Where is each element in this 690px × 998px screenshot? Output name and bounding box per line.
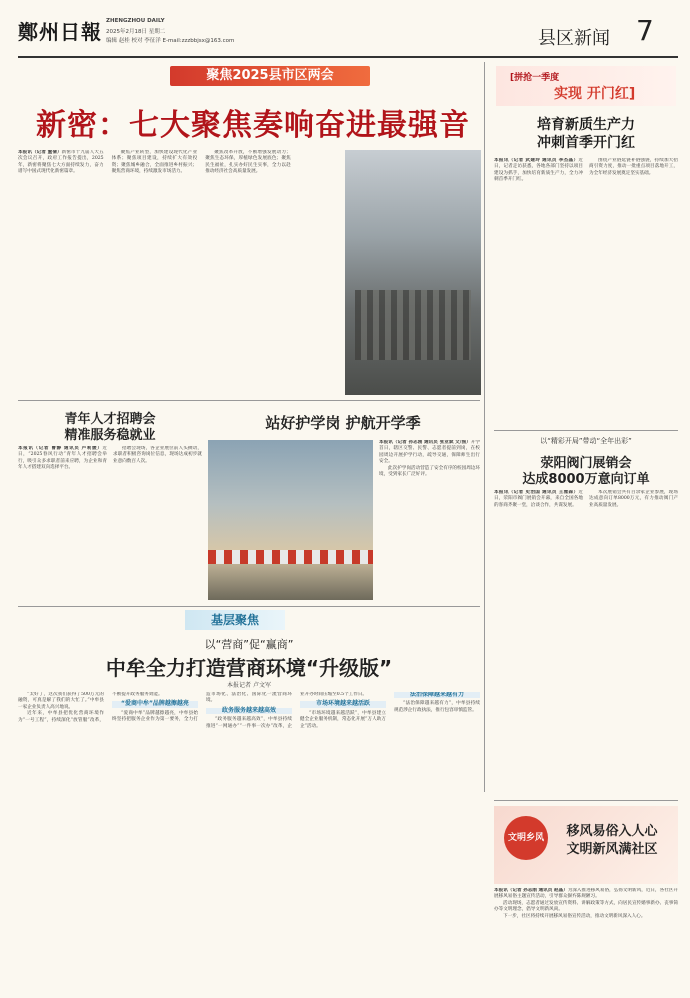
youth-headline-1: 青年人才招聘会 [64, 412, 156, 427]
feature-para: 近年来，中牟县把优化营商环境作为“一号工程”，持续深化“放管服”改革，不断提升政务服务效能。 [18, 692, 163, 723]
section-title: 县区新闻 [538, 28, 610, 49]
top-story-para: 新密市十九届人大五次会议召开，政府工作报告提出，2025年，新密将聚焦七大方面持续发力，奋力谱写中国式现代化新密篇章。 [18, 150, 104, 175]
logo-english: ZHENGZHOU DAILY [106, 18, 165, 24]
promo-headline-2: 冲刺首季开门红 [537, 135, 635, 151]
school-para: 开学首日，辖区交警、民警、志愿者提前到岗，在校园周边开展护学行动，疏导交通，保障师生出行安全。 [379, 440, 480, 465]
youth-body [18, 446, 202, 596]
promo-title: 实现 开门红] [554, 86, 636, 102]
top-story-para: 聚焦产业转型，加快建设现代化产业体系；聚焦项目建设，持续扩大有效投资；聚焦城乡融合，全面推进乡村振兴；聚焦营商环境，持续激发市场活力。 [111, 150, 198, 175]
civility-header-box [494, 806, 678, 884]
promo-byline: 本报讯（记者 武建玲 通讯员 李杰晶） [494, 158, 579, 163]
top-story-headline: 新密：七大聚焦奏响奋进最强音 [36, 108, 470, 143]
school-byline: 本报讯（记者 孙志刚 通讯员 张亚斌 文/图） [379, 440, 471, 445]
section-divider [494, 800, 678, 801]
school-headline: 站好护学岗 护航开学季 [265, 414, 421, 432]
youth-byline: 本报讯（记者 曹静 通讯员 卢莉媛） [18, 446, 103, 451]
school-photo [208, 440, 373, 600]
feature-subhead: “爱商中牟”品牌越擦越亮 [112, 701, 198, 707]
feature-headline: 中牟全力打造营商环境“升级版” [105, 656, 393, 680]
sales-body [494, 490, 678, 790]
feature-subhead: 政务服务越来越高效 [206, 708, 292, 714]
civility-body [494, 888, 678, 988]
feature-subhead: 市场环境越来越活跃 [300, 701, 386, 707]
sales-kicker: 以“精彩开局”带动“全年出彩” [540, 437, 632, 445]
masthead-rule [18, 56, 678, 58]
feature-para: “太好了，这次我们获得了500万元的融资，可真是解了我们的大忙了。”中牟县一家企业负责人高兴地说。 [18, 692, 104, 710]
civility-para: 下一步，社区将持续开展移风易俗宣传活动，推动文明新风深入人心。 [503, 913, 646, 919]
photo-crowd-shape [355, 290, 471, 360]
promo-headline-1: 培育新质生产力 [537, 117, 635, 133]
date-line: 2025年2月18日 星期二 [106, 29, 166, 35]
youth-para: 招聘会现场，各企业展位前人头攒动，求职者积极咨询岗位信息，现场达成初步就业意向数百人次。 [113, 446, 202, 464]
feature-banner: 基层聚焦 [185, 610, 285, 630]
sales-headline-1: 荥阳阀门展销会 [540, 456, 632, 471]
promo-para: 围绕产业链延链补链强链，持续加大招商引资力度，推动一批重点项目落地开工，为全年经济发展奠定坚实基础。 [589, 158, 678, 176]
civility-para: 为深入推进移风易俗，弘扬文明新风，近日，各社区开展移风易俗主题宣传活动，引导群众摒弃陈规陋习。 [494, 888, 678, 900]
feature-para: “法治保障越来越有力”，中牟县持续规范涉企行政执法，推行包容审慎监管。 [394, 701, 480, 713]
civility-headline-2: 文明新风满社区 [566, 842, 658, 857]
youth-headline-2: 精准服务稳就业 [64, 428, 156, 443]
feature-byline: 本报记者 卢文军 [227, 682, 271, 689]
page-number: 7 [636, 14, 654, 47]
sales-para: 近日，荥阳市阀门展销会开幕，来自全国各地的客商齐聚一堂，洽谈合作，共谋发展。 [494, 490, 583, 508]
feature-para: “市场环境越来越活跃”，中牟县建立健全企业服务机制，常态化开展“万人助万企”活动。 [300, 710, 386, 729]
civility-headline-1: 移风易俗入人心 [566, 824, 658, 839]
editor-line: 编辑 赵桂 校对 李征洋 E-mail:zzzbbjsx@163.com [106, 38, 235, 44]
feature-subhead: 法治保障越来越有力 [394, 692, 480, 698]
section-divider [18, 400, 480, 401]
newspaper-logo: 鄭州日報 [18, 20, 102, 44]
section-divider [18, 606, 480, 607]
promo-kicker: [拼抢一季度 [510, 73, 560, 83]
school-para: 此次护学岗活动营造了安全有序的校园周边环境，受到家长广泛好评。 [379, 465, 480, 478]
feature-kicker: 以“营商”促“赢商” [204, 638, 294, 651]
top-story-para: 聚焦改革开放，不断增强发展动力；聚焦生态环保，厚植绿色发展底色；聚焦民生福祉，扎实办好民生实事，全力以赴推动经济社会高质量发展。 [205, 150, 291, 175]
column-divider [484, 62, 485, 792]
promo-para: 近日，记者走访获悉，各地各部门坚持以项目建设为抓手，加快培育新质生产力，全力冲刺首季开门红。 [494, 158, 583, 183]
feature-para: “政务服务越来越高效”，中牟县持续推进“一网通办”“一件事一次办”改革，企业开办时间压缩至0.5个工作日。 [206, 692, 368, 729]
promo-kicker-box [496, 66, 676, 106]
sales-headline-2: 达成8000万意向订单 [522, 472, 650, 487]
feature-para: “爱商中牟”品牌越擦越亮，中牟县始终坚持把服务企业作为第一要务，全力打造市场化、法治化、国际化一流营商环境。 [112, 692, 292, 723]
top-story-banner: 聚焦2025县市区两会 [170, 66, 370, 86]
promo-body [494, 158, 678, 423]
civility-para: 活动现场，志愿者通过发放宣传资料、讲解政策等方式，向居民宣传婚事新办、丧事简办等文明理念，倡导文明新风尚。 [494, 900, 678, 913]
section-divider [494, 430, 678, 431]
top-story-byline: 本报讯（记者 董倩） [18, 150, 62, 155]
school-body [379, 440, 480, 600]
youth-para: 近日，“2025春风行动”青年人才招聘会举行，吸引众多求职者前来应聘，为企业和青年人才搭建双向选择平台。 [18, 446, 107, 471]
masthead [18, 14, 678, 58]
civility-badge: 文明乡风 [504, 816, 548, 860]
sales-para: 本次展销会共有百余家企业参展，现场达成意向订单8000万元，有力推动阀门产业高质量发展。 [589, 490, 678, 508]
civility-byline: 本报讯（记者 孙志刚 通讯员 赵晶） [494, 888, 568, 893]
feature-body [18, 692, 480, 988]
photo-barrier-shape [208, 550, 373, 564]
top-story-photo [345, 150, 481, 395]
sales-byline: 本报讯（记者 史治国 通讯员 王雅森） [494, 490, 579, 495]
